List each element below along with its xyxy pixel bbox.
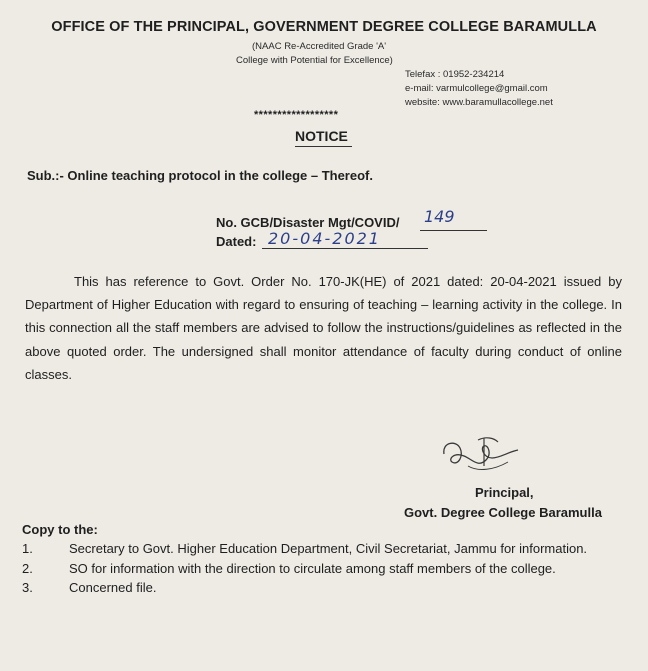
copy-to-heading: Copy to the: [22,522,98,537]
copy-item [22,540,624,559]
copy-item-text: Secretary to Govt. Higher Education Department, Civil Secretariat, Jammu for information. [69,541,588,556]
accreditation-line: (NAAC Re-Accredited Grade 'A' [252,41,387,52]
copy-item-number: 1. [22,541,33,556]
notice-body: This has reference to Govt. Order No. 170-JK(HE) of 2021 dated: 20-04-2021 issued by Department of Higher Education with regard to ensuring of teaching – learning activity in the college. In this connection all the staff members are advised to follow the instructions/guidelines as reflected in the above quoted order. The undersigned shall monitor attendance of faculty during conduct of online classes. [25,274,622,382]
website-line: website: www.baramullacollege.net [405,97,553,108]
copy-item-text: SO for information with the direction to circulate among staff members of the college. [69,560,556,576]
signatory-college: Govt. Degree College Baramulla [404,505,602,520]
copy-item [22,579,624,598]
dated-underline [262,248,428,249]
dated-label: Dated: [216,234,257,249]
signatory-title: Principal, [475,485,534,500]
notice-heading: NOTICE [295,128,348,144]
reference-number-label: No. GCB/Disaster Mgt/COVID/ [216,215,400,230]
notice-heading-underline [295,146,352,147]
copy-item-number: 3. [22,580,33,595]
letterhead-title: OFFICE OF THE PRINCIPAL, GOVERNMENT DEGREE COLLEGE BARAMULLA [51,19,597,35]
potential-line: College with Potential for Excellence) [236,55,393,66]
dated-value: 20-04-2021 [268,229,381,248]
telefax-line: Telefax : 01952-234214 [405,69,505,80]
signature-mark [438,432,530,482]
copy-item [22,560,624,579]
email-line: e-mail: varmulcollege@gmail.com [405,83,548,94]
reference-number-value: 149 [424,207,455,226]
copy-to-list [22,540,624,599]
star-divider: ****************** [254,109,339,121]
reference-number-underline [420,230,487,231]
subject-line: Sub.:- Online teaching protocol in the college – Thereof. [27,168,373,183]
copy-item-text: Concerned file. [69,580,157,595]
copy-item-number: 2. [22,560,33,576]
